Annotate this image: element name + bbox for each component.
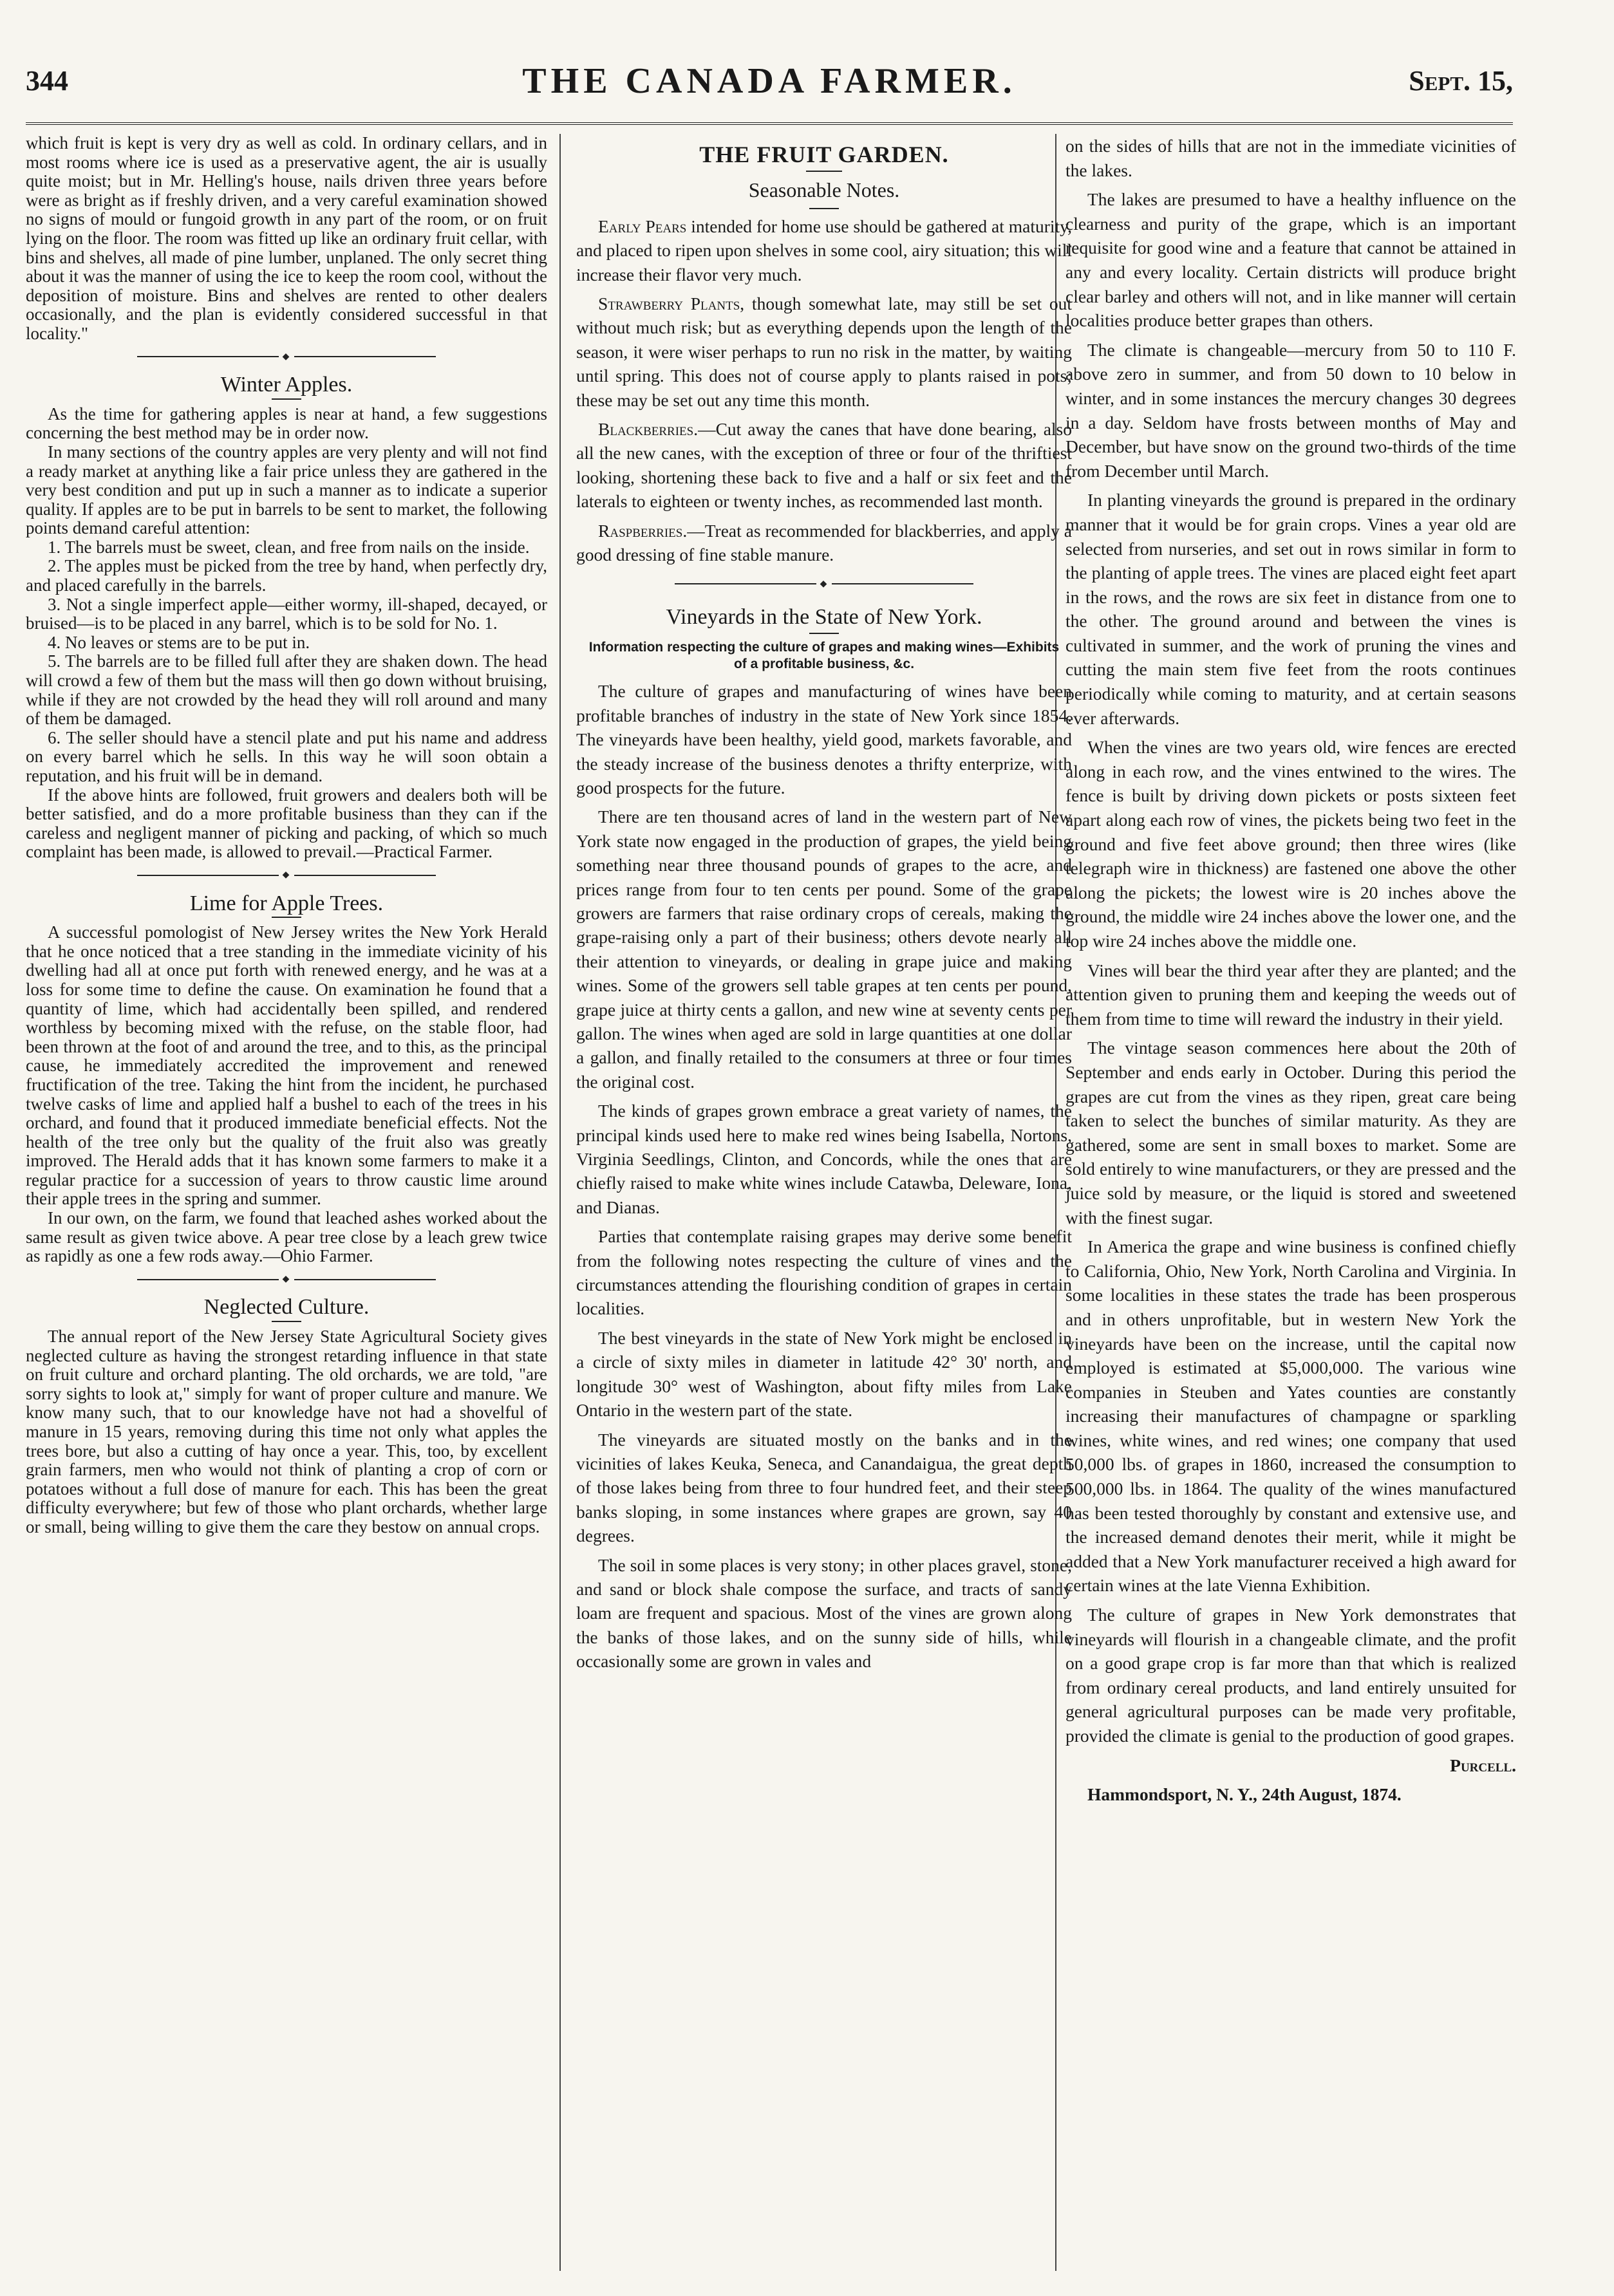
heading-dash bbox=[272, 1321, 301, 1322]
subheading-seasonable-notes: Seasonable Notes. bbox=[748, 178, 900, 202]
paragraph: The soil in some places is very stony; in other places gravel, stone, and sand or block shale compose the surface, and tracts of sandy loam are frequent and spacious. Most of the vines are grown along the banks of those lakes, and on the sunny side of hills, while occasionally some are grown in vales and bbox=[576, 1554, 1072, 1672]
article-deck: Information respecting the culture of grapes and making wines—Exhibits of a profitable business, &c. bbox=[588, 640, 1060, 672]
masthead-title: THE CANADA FARMER. bbox=[522, 61, 1017, 101]
list-item: 1. The barrels must be sweet, clean, and free from nails on the inside. bbox=[48, 537, 530, 557]
column-3 bbox=[1065, 134, 1516, 1812]
paragraph: The best vineyards in the state of New York might be enclosed in a circle of sixty miles in diameter in latitude 42° 30' north, and longitude 30° west of Washington, about fifty miles from Lake Ontario in the western part of the state. bbox=[576, 1327, 1072, 1421]
paragraph: The vintage season commences here about the 20th of September and ends early in October. During this period the grapes are cut from the vines as they ripen, great care being taken to select the bunches of similar maturity. As they are gathered, some are sent in small boxes to market. Some are sold entirely to wine manufacturers, or they are pressed and the juice sold by measure, or the liquid is stored and sweetened with the finest sugar. bbox=[1065, 1038, 1516, 1227]
paragraph: In many sections of the country apples are very plenty and will not find a ready market at anything like a fair price unless they are gathered in the very best condition and put up in such a manner as to indicate a superior quality. If apples are to be put in barrels to be sent to market, the following points demand careful attention: bbox=[26, 442, 547, 538]
issue-date: Sept. 15, bbox=[1409, 65, 1513, 97]
paragraph: Strawberry Plants, though somewhat late, may still be set out without much risk; but as everything depends upon the length of the season, it were wiser perhaps to run no risk in the matter, by waiting until spring. This does not of course apply to plants raised in pots; these may be set out any time this month. bbox=[576, 294, 1072, 410]
run-in-head: Strawberry Plants, bbox=[598, 294, 745, 314]
paragraph: Parties that contemplate raising grapes may derive some benefit from the following notes respecting the culture of vines and the circumstances attending the flourishing condition of grapes in certain localities. bbox=[576, 1226, 1072, 1319]
paragraph: on the sides of hills that are not in the immediate vicinities of the lakes. bbox=[1065, 136, 1516, 180]
paragraph: The kinds of grapes grown embrace a great variety of names, the principal kinds used here to make red wines being Isabella, Nortons, Virginia Seedlings, Clinton, and Concords, while the ones that are chiefly raised to make white wines include Catawba, Deleware, Iona, and Dianas. bbox=[576, 1101, 1072, 1217]
paragraph: The culture of grapes and manufacturing of wines have been profitable branches of industry in the state of New York since 1854. The vineyards have been healthy, yield good, markets favorable, and the steady increase of the business denotes a thrifty enterprize, with good prospects for the future. bbox=[576, 681, 1072, 798]
article-continuation: which fruit is kept is very dry as well as cold. In ordinary cellars, and in most rooms where ice is used as a preservative agent, the air is usually quite moist; but in Mr. Helling's house, nails driven three years before were as bright as if freshly driven, and a very careful examination showed no signs of mould or fungoid growth in any part of the room, or on fruit lying on the floor. The room was fitted up like an ordinary fruit cellar, with bins and shelves, all made of pine lumber, unplaned. The only secret thing about it was the manner of using the ice to keep the room cool, without the deposition of moisture. Bins and shelves are rented to other dealers occasionally, and the plan is evidently considered successful in that locality." bbox=[26, 133, 547, 343]
list-item: 2. The apples must be picked from the tree by hand, when perfectly dry, and placed carefully in the barrels. bbox=[26, 556, 547, 595]
paragraph: Vines will bear the third year after they are planted; and the attention given to pruning them and keeping the weeds out of them from time to time will reward the industry in their yield. bbox=[1065, 960, 1516, 1029]
run-in-head: Early Pears bbox=[598, 216, 687, 236]
heading-dash bbox=[809, 208, 839, 209]
run-in-head: Blackberries. bbox=[598, 419, 699, 440]
list-item: 3. Not a single imperfect apple—either wormy, ill-shaped, decayed, or bruised—is to be placed in any barrel, which is to be sold for No. 1. bbox=[26, 594, 547, 633]
paragraph: The vineyards are situated mostly on the banks and in the vicinities of lakes Keuka, Seneca, and Canandaigua, the great depth of those lakes being from three to four hundred feet, and their steep banks sloping, in some instances where grapes are grown, say 40 degrees. bbox=[576, 1429, 1072, 1546]
section-ornament: ◆ bbox=[26, 1270, 547, 1289]
paragraph: The annual report of the New Jersey State Agricultural Society gives neglected culture as having the strongest retarding influence in that state on fruit culture and orchard planting. The old orchards, we are told, "are sorry sights to look at," simply for want of proper culture and manure. We know many such, that to our knowledge have not had a shovelful of manure in 15 years, removing during this time not only what apples the trees bore, but also a cutting of hay once a year. This, too, by excellent grain farmers, men who would not think of planting a crop of corn or potatoes without a full dose of manure for each. This has been the great difficulty everywhere; but few of those who plant orchards, whether large or small, being willing to give them the care they bestow on annual crops. bbox=[26, 1327, 547, 1536]
paragraph: Early Pears intended for home use should be gathered at maturity, and placed to ripen upon shelves in some cool, airy situation; this will increase their flavor very much. bbox=[576, 216, 1072, 285]
dateline: Hammondsport, N. Y., 24th August, 1874. bbox=[1087, 1784, 1402, 1805]
heading-dash bbox=[806, 171, 842, 172]
heading-fruit-garden: THE FRUIT GARDEN. bbox=[699, 142, 949, 167]
paragraph: The climate is changeable—mercury from 50 to 110 F. above zero in summer, and from 50 down to 10 below in winter, and in some instances the mercury changes 30 degrees in a day. Seldom have frosts between months of May and December, but have snow on the ground two-thirds of the time from December until March. bbox=[1065, 339, 1516, 481]
column-rule-left bbox=[559, 134, 561, 2271]
column-1 bbox=[26, 134, 547, 1537]
section-ornament: ◆ bbox=[576, 572, 1072, 596]
heading-neglected-culture: Neglected Culture. bbox=[203, 1295, 370, 1320]
heading-lime-for-apple-trees: Lime for Apple Trees. bbox=[189, 891, 384, 915]
page-number: 344 bbox=[26, 65, 68, 97]
list-item: 6. The seller should have a stencil plate and put his name and address on every barrel which he sells. In this way he will soon obtain a reputation, and his fruit will be in demand. bbox=[26, 727, 547, 785]
list-item: 4. No leaves or stems are to be put in. bbox=[48, 632, 310, 652]
paragraph: In planting vineyards the ground is prepared in the ordinary manner that it would be for grain crops. Vines a year old are selected from nurseries, and set out in rows similar in form to the planting of apple trees. The vines are placed eight feet apart in the rows, and the rows are six feet in distance from one to the other. The ground around and between the vines is cultivated in summer, and the work of pruning the vines and cutting the main stem five feet from the roots continues periodically while coming to maturity, and at certain seasons ever afterwards. bbox=[1065, 490, 1516, 728]
section-ornament: ◆ bbox=[26, 348, 547, 367]
column-2 bbox=[576, 134, 1072, 1679]
paragraph: In America the grape and wine business is confined chiefly to California, Ohio, New York, North Carolina and Virginia. In some localities in these states the trade has been prosperous and in others unprofitable, but in western New York the vineyards have been on the increase, until the capital now employed is estimated at $5,000,000. The various wine companies in Steuben and Yates counties are constantly increasing their manufactures of champagne or sparkling wines, white wines, and red wines; one company that used 50,000 lbs. of grapes in 1860, increased the consumption to 500,000 lbs. in 1864. The quality of the wines manufactured has been tested thoroughly by constant and extensive use, and the increased demand denotes their merit, while it might be added that a New York manufacturer received a high award for certain wines at the late Vienna Exhibition. bbox=[1065, 1237, 1516, 1596]
paragraph: Blackberries.—Cut away the canes that have done bearing, also all the new canes, with the exception of three or four of the thriftiest looking, shortening these back to five and a half or six feet and the laterals to eighteen or twenty inches, as recommended last month. bbox=[576, 419, 1072, 512]
paragraph: In our own, on the farm, we found that leached ashes worked about the same result as given twice above. A pear tree close by a leach grew twice as rapidly as one a few rods away.—Ohio Farmer. bbox=[26, 1208, 547, 1266]
author-signature: Purcell. bbox=[1450, 1755, 1516, 1775]
paragraph: As the time for gathering apples is near at hand, a few suggestions concerning the best method may be in order now. bbox=[26, 404, 547, 443]
paragraph: A successful pomologist of New Jersey writes the New York Herald that he once noticed that a tree standing in the immediate vicinity of his dwelling had all at once put forth with renewed energy, and he was at a loss for some time to define the cause. On examination he found that a quantity of lime, which had accidentally been spilled, and rendered worthless by becoming mixed with the refuse, on the stable floor, had been thrown at the foot of and around the tree, and to this, as the principal cause, he immediately accredited the improvement and renewed fructification of the tree. Taking the hint from the incident, he purchased twelve casks of lime and applied half a bushel to each of the trees in his orchard, and found that it produced immediate beneficial effects. Not the health of the tree only but the quality of the fruit also was greatly improved. The Herald adds that it has known some farmers to make it a regular practice for a succession of years to throw caustic lime around their apple trees in the spring and summer. bbox=[26, 922, 547, 1209]
heading-dash bbox=[809, 633, 839, 634]
heading-vineyards: Vineyards in the State of New York. bbox=[666, 604, 982, 629]
paragraph: There are ten thousand acres of land in the western part of New York state now engaged in the production of grapes, the yield being something near three thousand pounds of grapes to the acre, and prices range from four to ten cents per pound. Some of the grape growers are farmers that raise ordinary crops of cereals, making the grape-raising only a part of their business; others devote nearly all their attention to vineyards, or dealing in grape juice and making wines. Some of the growers sell table grapes at ten cents per pound, grape juice at thirty cents a gallon, and new wine at seventy cents per gallon. The wines when aged are sold in large quantities at one dollar a gallon, and finally retailed to the consumers at three or four times the original cost. bbox=[576, 807, 1072, 1092]
paragraph: When the vines are two years old, wire fences are erected along in each row, and the vines entwined to the wires. The fence is built by driving down pickets or posts sixteen feet apart along each row of vines, the pickets being two feet in the ground and five feet above ground; then three wires (like telegraph wire in thickness) are fastened one above the other along the pickets; the lowest wire is 20 inches above the ground, the middle wire 24 inches above the lower one, and the top wire 24 inches above the middle one. bbox=[1065, 737, 1516, 951]
heading-dash bbox=[272, 398, 301, 400]
run-in-head: Raspberries. bbox=[598, 520, 688, 541]
page-header bbox=[26, 61, 1513, 116]
paragraph: If the above hints are followed, fruit growers and dealers both will be better satisfied, and do a more profitable business than they can if the careless and negligent manner of picking and packing, of which so much complaint has been made, is allowed to prevail.—Practical Farmer. bbox=[26, 785, 547, 862]
list-item: 5. The barrels are to be filled full after they are shaken down. The head will crowd a few of them but the mass will then go down without bruising, while if they are not crowded by the head they will roll around and many of them be damaged. bbox=[26, 651, 547, 729]
section-ornament: ◆ bbox=[26, 866, 547, 885]
paragraph: The culture of grapes in New York demonstrates that vineyards will flourish in a changeable climate, and the profit on a good grape crop is far more than that which is realized from ordinary cereal products, and land entirely unsuited for general agricultural purposes can be made very profitable, provided the climate is genial to the production of good grapes. bbox=[1065, 1605, 1516, 1746]
heading-winter-apples: Winter Apples. bbox=[220, 373, 353, 397]
paragraph: Raspberries.—Treat as recommended for blackberries, and apply a good dressing of fine stable manure. bbox=[576, 520, 1072, 565]
paragraph: The lakes are presumed to have a healthy influence on the clearness and purity of the grape, which is an important requisite for good wine and a feature that cannot be attained in any and every locality. Certain districts will produce bright clear barley and others will not, and in like manner will certain localities produce better grapes than others. bbox=[1065, 189, 1516, 331]
heading-dash bbox=[272, 917, 301, 918]
header-rule bbox=[26, 122, 1513, 125]
